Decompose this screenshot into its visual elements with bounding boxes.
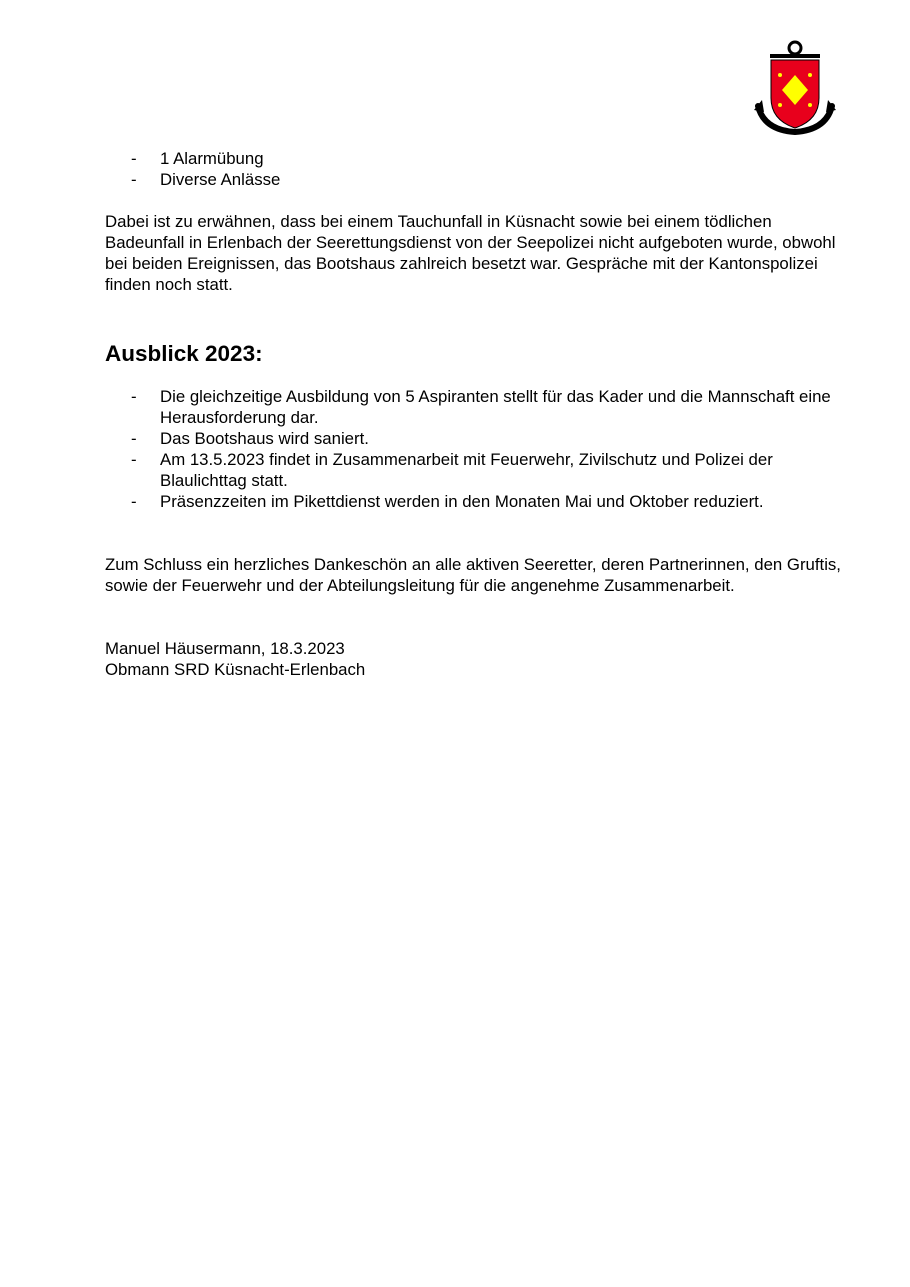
signature-role: Obmann SRD Küsnacht-Erlenbach <box>105 660 366 679</box>
document-body <box>105 148 845 680</box>
outlook-heading: Ausblick 2023: <box>105 341 263 366</box>
signature-block <box>105 638 845 680</box>
list-item <box>105 449 845 491</box>
signature-name-date: Manuel Häusermann, 18.3.2023 <box>105 639 345 658</box>
closing-paragraph: Zum Schluss ein herzliches Dankeschön an alle aktiven Seeretter, deren Partnerinnen, den Gruftis, sowie der Feuerwehr und der Abteilungsleitung für die angenehme Zusammenarbeit. <box>105 555 841 595</box>
dash-bullet: - <box>131 450 137 469</box>
list-item <box>105 491 845 512</box>
dash-bullet: - <box>131 429 137 448</box>
list-item-text: 1 Alarmübung <box>160 149 264 168</box>
list-item <box>105 386 845 428</box>
list-item <box>105 428 845 449</box>
list-item-text: Die gleichzeitige Ausbildung von 5 Aspiranten stellt für das Kader und die Mannschaft eine Herausforderung dar. <box>160 387 831 427</box>
list-item <box>105 169 845 190</box>
activity-list <box>105 148 845 190</box>
dash-bullet: - <box>131 149 137 168</box>
dash-bullet: - <box>131 387 137 406</box>
outlook-list <box>105 386 845 512</box>
anchor-crest-icon <box>754 40 836 136</box>
dash-bullet: - <box>131 170 137 189</box>
list-item-text: Diverse Anlässe <box>160 170 281 189</box>
list-item-text: Präsenzzeiten im Pikettdienst werden in den Monaten Mai und Oktober reduziert. <box>160 492 764 511</box>
list-item-text: Das Bootshaus wird saniert. <box>160 429 369 448</box>
list-item-text: Am 13.5.2023 findet in Zusammenarbeit mit Feuerwehr, Zivilschutz und Polizei der Blaulichttag statt. <box>160 450 773 490</box>
dash-bullet: - <box>131 492 137 511</box>
list-item <box>105 148 845 169</box>
incident-paragraph: Dabei ist zu erwähnen, dass bei einem Tauchunfall in Küsnacht sowie bei einem tödlichen Badeunfall in Erlenbach der Seerettungsdienst von der Seepolizei nicht aufgeboten wurde, obwohl bei beiden Ereignissen, das Bootshaus zahlreich besetzt war. Gespräche mit der Kantonspolizei finden noch statt. <box>105 212 836 294</box>
